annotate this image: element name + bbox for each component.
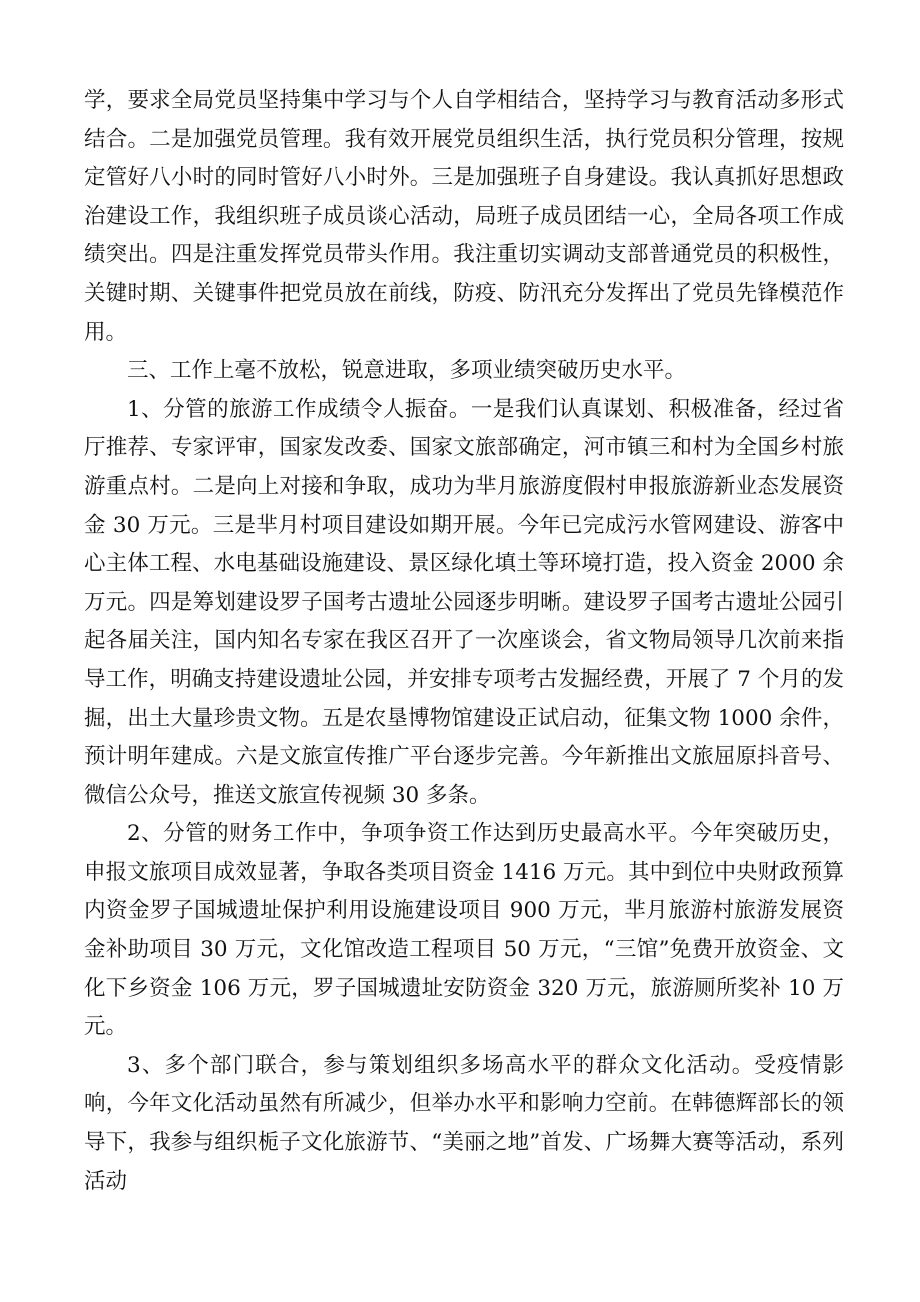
paragraph-party-management: 学，要求全局党员坚持集中学习与个人自学相结合，坚持学习与教育活动多形式结合。二是加强党员管理。我有效开展党员组织生活，执行党员积分管理，按规定管好八小时的同时管好八小时外。三是加强班子自身建设。我认真抓好思想政治建设工作，我组织班子成员谈心活动，局班子成员团结一心，全局各项工作成绩突出。四是注重发挥党员带头作用。我注重切实调动支部普通党员的积极性，关键时期、关键事件把党员放在前线，防疫、防汛充分发挥出了党员先锋模范作用。 — [84, 88, 844, 345]
paragraph-finance-work: 2、分管的财务工作中，争项争资工作达到历史最高水平。今年突破历史，申报文旅项目成效显著，争取各类项目资金 1416 万元。其中到位中央财政预算内资金罗子国城遗址保护利用设施建设项目 900 万元，芈月旅游村旅游发展资金补助项目 30 万元，文化馆改造工程项目 50 万元，“三馆”免费开放资金、文化下乡资金 106 万元，罗子国城遗址安防资金 320 万元，旅游厕所奖补 10 万元。 — [84, 821, 844, 1040]
document-body — [84, 82, 844, 1201]
paragraph-cultural-activities: 3、多个部门联合，参与策划组织多场高水平的群众文化活动。受疫情影响，今年文化活动虽然有所减少，但举办水平和影响力空前。在韩德辉部长的领导下，我参与组织栀子文化旅游节、“美丽之地”首发、广场舞大赛等活动，系列活动 — [84, 1052, 844, 1194]
section-heading-work: 三、工作上毫不放松，锐意进取，多项业绩突破历史水平。 — [127, 358, 687, 384]
paragraph-tourism-work: 1、分管的旅游工作成绩令人振奋。一是我们认真谋划、积极准备，经过省厅推荐、专家评审，国家发改委、国家文旅部确定，河市镇三和村为全国乡村旅游重点村。二是向上对接和争取，成功为芈月旅游度假村申报旅游新业态发展资金 30 万元。三是芈月村项目建设如期开展。今年已完成污水管网建设、游客中心主体工程、水电基础设施建设、景区绿化填土等环境打造，投入资金 2000 余万元。四是筹划建设罗子国考古遗址公园逐步明晰。建设罗子国考古遗址公园引起各届关注，国内知名专家在我区召开了一次座谈会，省文物局领导几次前来指导工作，明确支持建设遗址公园，并安排专项考古发掘经费，开展了 7 个月的发掘，出土大量珍贵文物。五是农垦博物馆建设正试启动，征集文物 1000 余件，预计明年建成。六是文旅宣传推广平台逐步完善。今年新推出文旅屈原抖音号、微信公众号，推送文旅宣传视频 30 多条。 — [84, 396, 844, 808]
